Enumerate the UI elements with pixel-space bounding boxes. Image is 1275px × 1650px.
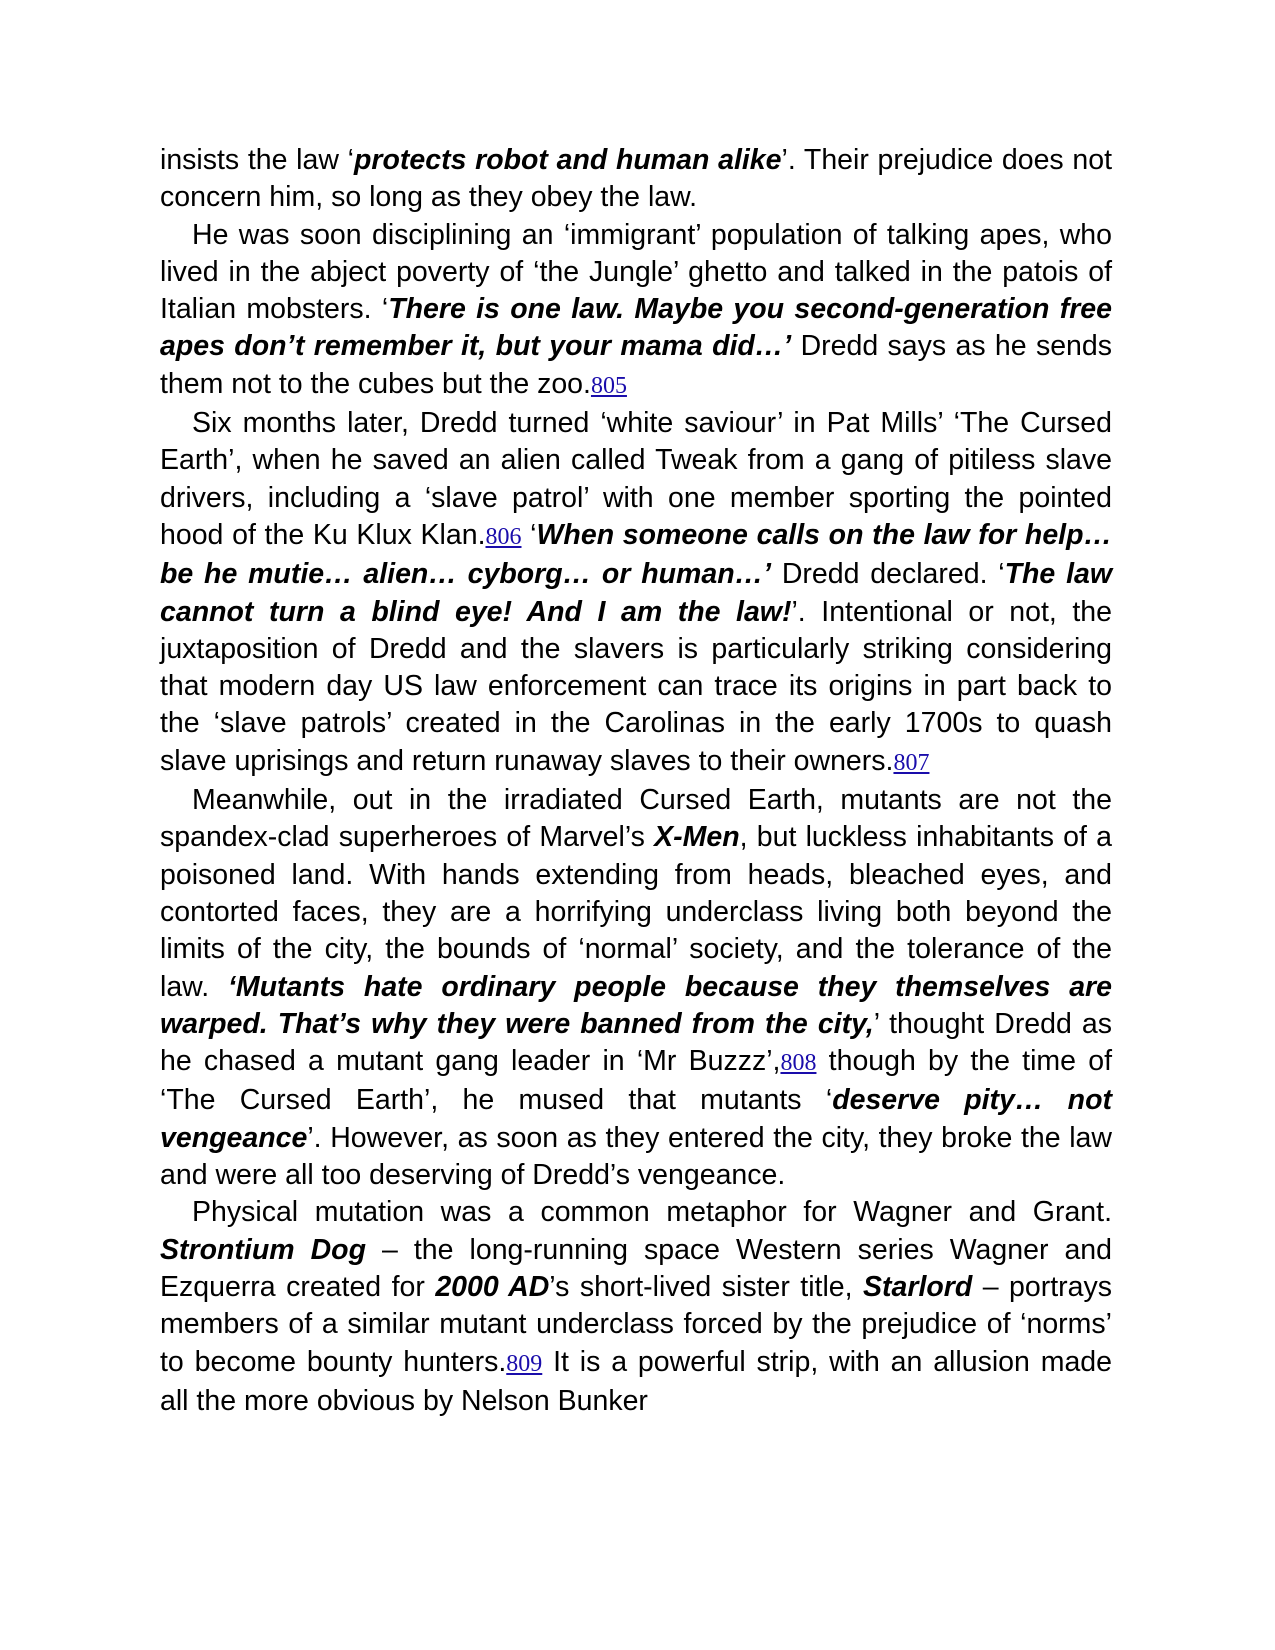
text-span: He was soon disciplining an ‘immigrant’ population of talking apes, who lived in the abject poverty of ‘the Jungle’ ghetto and talked in the patois of Italian mobsters. ‘ bbox=[160, 218, 1112, 326]
footnote-link-805[interactable]: 805 bbox=[590, 372, 627, 399]
paragraph-4 bbox=[160, 782, 1112, 1194]
title-italic: Starlord bbox=[863, 1270, 973, 1303]
text-span: Six months later, Dredd turned ‘white saviour’ in Pat Mills’ ‘The Cursed Earth’, when he saved an alien called Tweak from a gang of pitiless slave drivers, including a ‘slave patrol’ with one member sporting the pointed hood of the Ku Klux Klan. bbox=[160, 407, 1112, 551]
title-italic: X-Men bbox=[654, 821, 740, 854]
title-italic: Strontium Dog bbox=[160, 1233, 366, 1266]
paragraph-1 bbox=[160, 142, 1112, 217]
footnote-link-807[interactable]: 807 bbox=[893, 749, 930, 776]
paragraph-3 bbox=[160, 405, 1112, 782]
text-span: though by the time of ‘The Cursed Earth’, he mused that mutants ‘ bbox=[160, 1045, 1112, 1117]
text-span: ’ thought Dredd as he chased a mutant gang leader in ‘Mr Buzzz’, bbox=[160, 1007, 1112, 1078]
emphasis-quote: protects robot and human alike bbox=[353, 144, 782, 176]
footnote-link-809[interactable]: 809 bbox=[506, 1350, 543, 1377]
paragraph-2 bbox=[160, 217, 1112, 405]
text-span: Meanwhile, out in the irradiated Cursed Earth, mutants are not the spandex-clad superheroes of Marvel’s bbox=[160, 784, 1112, 854]
emphasis-quote: There is one law. Maybe you second-generation free apes don’t remember it, but your mama did…’ bbox=[160, 293, 1112, 363]
text-span: ’. However, as soon as they entered the city, they broke the law and were all too deserving of Dredd’s vengeance. bbox=[160, 1121, 1112, 1192]
text-span: ’. Their prejudice does not concern him, so long as they obey the law. bbox=[160, 144, 1112, 214]
text-span: ‘ bbox=[521, 518, 537, 551]
book-page-body bbox=[160, 142, 1112, 1420]
text-span: Dredd declared. ‘ bbox=[771, 558, 1005, 591]
text-span: , but luckless inhabitants of a poisoned land. With hands extending from heads, bleached eyes, and contorted faces, they are a horrifying underclass living both beyond the limits of the city, the bounds of ‘normal’ society, and the tolerance of the law. bbox=[160, 821, 1113, 1003]
footnote-link-808[interactable]: 808 bbox=[780, 1050, 817, 1077]
title-italic: 2000 AD bbox=[435, 1270, 550, 1303]
footnote-link-806[interactable]: 806 bbox=[485, 523, 522, 550]
text-span: insists the law ‘ bbox=[160, 144, 354, 176]
text-span: ’s short-lived sister title, bbox=[549, 1270, 863, 1303]
text-span: Physical mutation was a common metaphor for Wagner and Grant. bbox=[192, 1196, 1112, 1229]
text-span: – portrays members of a similar mutant underclass forced by the prejudice of ‘norms’ to become bounty hunters. bbox=[160, 1270, 1112, 1378]
text-span: – the long-running space Western series Wagner and Ezquerra created for bbox=[160, 1233, 1113, 1303]
emphasis-quote: When someone calls on the law for help… be he mutie… alien… cyborg… or human…’ bbox=[160, 518, 1112, 591]
emphasis-quote: deserve pity… not vengeance bbox=[160, 1084, 1112, 1154]
paragraph-5 bbox=[160, 1194, 1112, 1420]
text-span: It is a powerful strip, with an allusion made all the more obvious by Nelson Bunker bbox=[160, 1345, 1112, 1417]
text-span: ’. Intentional or not, the juxtaposition of Dredd and the slavers is particularly striking considering that modern day US law enforcement can trace its origins in part back to the ‘slave patrols’ created in the Carolinas in the early 1700s to quash slave uprisings and return runaway slaves to their owners. bbox=[160, 595, 1112, 777]
emphasis-quote: ‘Mutants hate ordinary people because they themselves are warped. That’s why they were banned from the city, bbox=[160, 970, 1112, 1040]
emphasis-quote: The law cannot turn a blind eye! And I am the law! bbox=[160, 558, 1112, 628]
text-span: Dredd says as he sends them not to the cubes but the zoo. bbox=[160, 330, 1112, 400]
